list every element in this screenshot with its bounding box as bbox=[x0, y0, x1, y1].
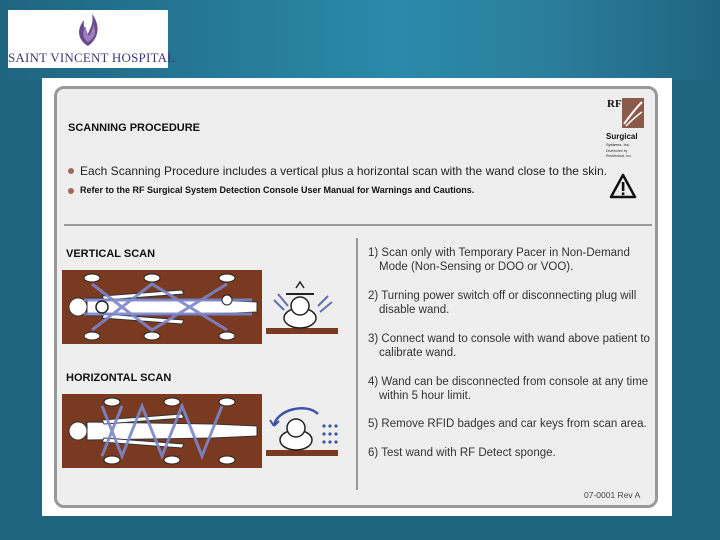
rf-logo-line4: Distributed by bbox=[606, 149, 628, 153]
instruction-step: 6) Test wand with RF Detect sponge. bbox=[368, 447, 556, 459]
instruction-list bbox=[368, 246, 652, 475]
document-code: 07-0001 Rev A bbox=[584, 490, 641, 500]
instruction-step: 1) Scan only with Temporary Pacer in Non-Demand Mode (Non-Sensing or DOO or VOO). bbox=[368, 247, 630, 273]
bullet-text-1: Each Scanning Procedure includes a vertical plus a horizontal scan with the wand close to the skin. bbox=[80, 164, 607, 178]
instruction-step: 3) Connect wand to console with wand above patient to calibrate wand. bbox=[368, 333, 650, 359]
vertical-scan-diagram bbox=[62, 270, 262, 344]
instruction-step: 4) Wand can be disconnected from console at any time within 5 hour limit. bbox=[368, 376, 649, 402]
instruction-step: 2) Turning power switch off or disconnecting plug will disable wand. bbox=[368, 290, 637, 316]
horizontal-scan-label: HORIZONTAL SCAN bbox=[66, 372, 172, 384]
rf-surgical-logo bbox=[604, 94, 652, 160]
instruction-step: 5) Remove RFID badges and car keys from scan area. bbox=[368, 418, 647, 430]
horizontal-scan-diagram bbox=[62, 394, 262, 468]
warning-triangle-icon bbox=[609, 173, 637, 199]
rf-logo-line3: Systems, Inc. bbox=[606, 142, 631, 147]
flame-logo-icon bbox=[72, 12, 104, 48]
vertical-scan-label: VERTICAL SCAN bbox=[66, 248, 156, 260]
rf-logo-line2: Surgical bbox=[606, 132, 638, 141]
bullet-text-2: Refer to the RF Surgical System Detection Console User Manual for Warnings and Cautions. bbox=[80, 185, 475, 195]
section-divider bbox=[64, 224, 652, 226]
rf-logo-line5: ResMedical, Inc. bbox=[606, 154, 632, 158]
bullet-dot-icon bbox=[68, 168, 74, 174]
card-title: SCANNING PROCEDURE bbox=[68, 122, 201, 134]
vertical-wand-illustration bbox=[266, 280, 338, 336]
column-divider bbox=[356, 238, 358, 490]
rf-logo-line1: RF bbox=[607, 98, 622, 110]
hospital-name: SAINT VINCENT HOSPITAL bbox=[8, 50, 176, 65]
horizontal-wand-illustration bbox=[266, 404, 338, 460]
hospital-logo bbox=[8, 10, 176, 68]
bullet-dot-icon bbox=[68, 188, 74, 194]
